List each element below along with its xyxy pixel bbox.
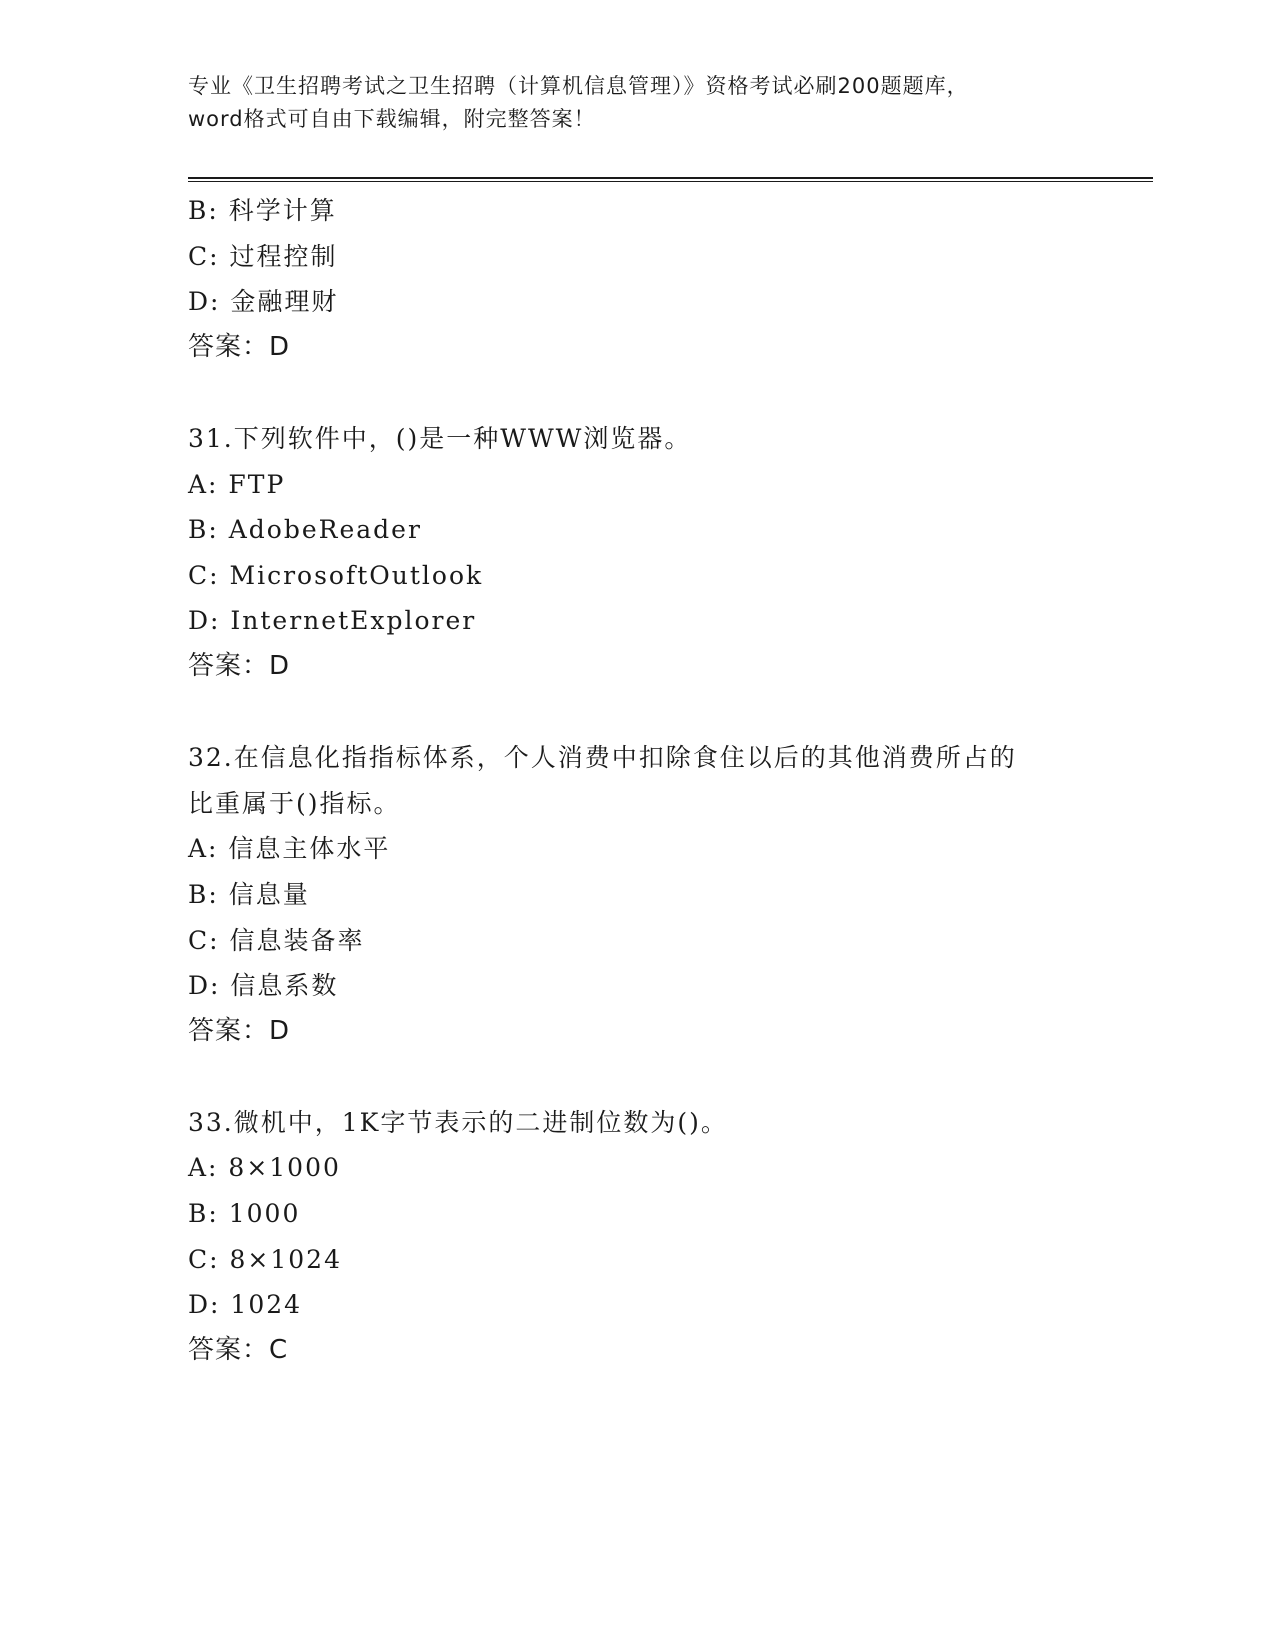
option-c: C: 过程控制 [188, 241, 338, 271]
question-32 [188, 735, 1088, 1054]
question-33 [188, 1100, 1088, 1374]
option-c: C: 信息装备率 [188, 925, 365, 955]
question-content [188, 188, 1088, 1373]
option-b: B: 信息量 [188, 879, 310, 909]
option-d: D: InternetExplorer [188, 606, 477, 636]
option-c: C: 8×1024 [188, 1244, 342, 1274]
option-a: A: 8×1000 [188, 1153, 341, 1183]
option-b: B: 1000 [188, 1199, 301, 1229]
option-d: D: 金融理财 [188, 287, 339, 317]
header-divider [188, 177, 1153, 182]
question-stem-line-1: 32.在信息化指指标体系，个人消费中扣除食住以后的其他消费所占的 [188, 743, 1017, 773]
header-title-line-1: 专业《卫生招聘考试之卫生招聘（计算机信息管理）》资格考试必刷200题题库， [188, 74, 969, 98]
header-title-line-2: word格式可自由下载编辑，附完整答案！ [188, 107, 596, 131]
option-c: C: MicrosoftOutlook [188, 560, 484, 590]
question-stem: 31.下列软件中，()是一种WWW浏览器。 [188, 423, 692, 453]
question-stem-line-2: 比重属于()指标。 [188, 788, 401, 818]
document-header [188, 70, 1088, 136]
answer-line: 答案：D [188, 650, 291, 681]
spacer [188, 690, 1088, 736]
answer-line: 答案：D [188, 331, 291, 362]
option-d: D: 1024 [188, 1290, 303, 1320]
question-stem: 33.微机中，1K字节表示的二进制位数为()。 [188, 1107, 728, 1137]
option-a: A: 信息主体水平 [188, 834, 391, 864]
option-d: D: 信息系数 [188, 971, 339, 1001]
spacer [188, 1054, 1088, 1100]
question-31 [188, 416, 1088, 690]
answer-line: 答案：C [188, 1334, 289, 1365]
option-a: A: FTP [188, 469, 286, 499]
option-b: B: AdobeReader [188, 515, 422, 545]
question-30-continued [188, 188, 1088, 370]
answer-line: 答案：D [188, 1015, 291, 1046]
option-b: B: 科学计算 [188, 196, 337, 225]
spacer [188, 370, 1088, 416]
